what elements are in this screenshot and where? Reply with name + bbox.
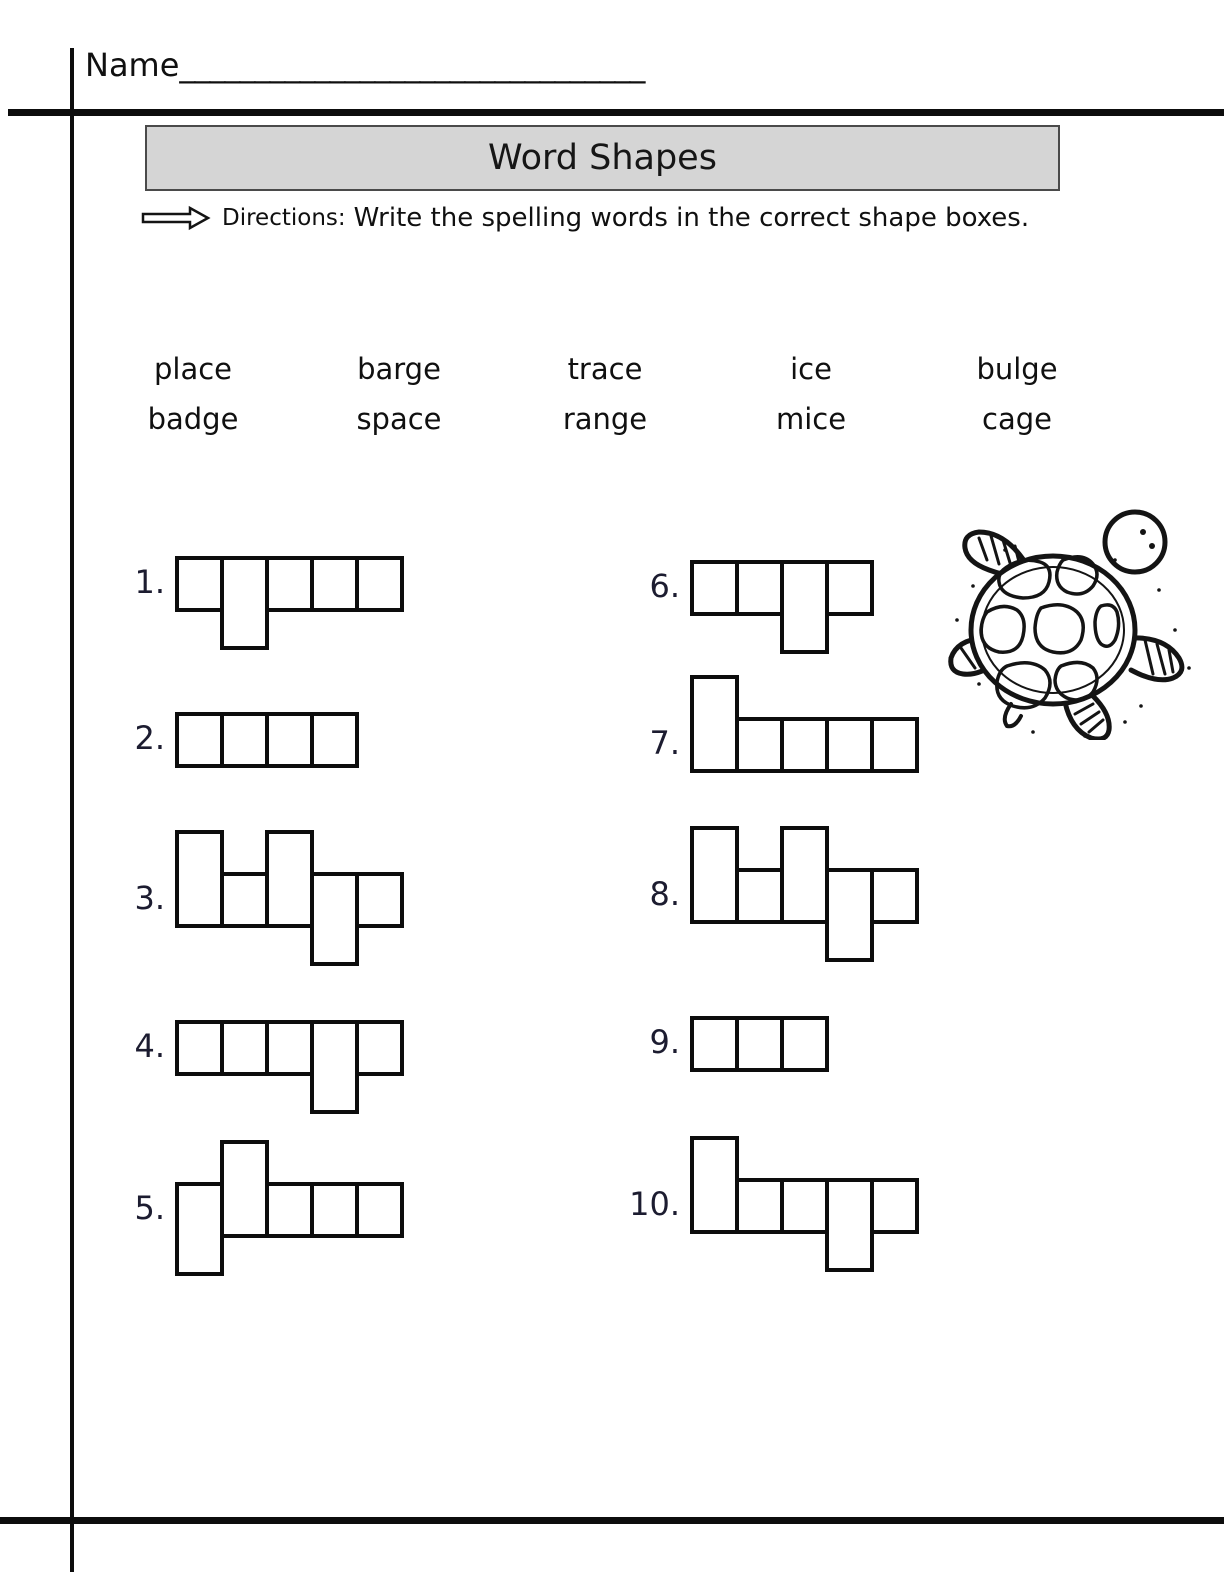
shape-cell-x[interactable] [220, 712, 269, 768]
shape-cell-x[interactable] [355, 1182, 404, 1238]
shape-cell-x[interactable] [265, 556, 314, 612]
word-list [90, 352, 1120, 436]
shape-cell-x[interactable] [265, 712, 314, 768]
shape-number: 7. [649, 724, 680, 762]
shape-number: 5. [134, 1189, 165, 1227]
shape-cell-tall[interactable] [690, 1136, 739, 1234]
shape-number: 10. [629, 1185, 680, 1223]
shape-cell-tall[interactable] [220, 1140, 269, 1238]
shape-cell-desc[interactable] [310, 1020, 359, 1114]
bottom-border-line [0, 1517, 1224, 1524]
word-shape-2 [134, 670, 359, 810]
word-shape-6 [649, 518, 874, 658]
shape-cell-x[interactable] [355, 1020, 404, 1076]
directions-label: Directions: [222, 205, 346, 231]
shape-cell-x[interactable] [825, 560, 874, 616]
shape-cell-x[interactable] [175, 1020, 224, 1076]
shape-number: 6. [649, 567, 680, 605]
spelling-word: bulge [976, 352, 1058, 386]
shape-cell-x[interactable] [310, 556, 359, 612]
shape-cell-x[interactable] [265, 1182, 314, 1238]
page-title: Word Shapes [488, 138, 717, 178]
shape-cell-desc[interactable] [825, 868, 874, 962]
shape-cell-x[interactable] [265, 1020, 314, 1076]
left-margin-line [70, 48, 74, 1572]
shape-cell-x[interactable] [780, 1178, 829, 1234]
word-shape-4 [134, 978, 404, 1118]
shape-cell-tall[interactable] [780, 826, 829, 924]
spelling-word: barge [357, 352, 441, 386]
shape-cell-x[interactable] [780, 1016, 829, 1072]
spelling-word: range [562, 402, 648, 436]
shape-cell-x[interactable] [870, 868, 919, 924]
shape-cell-x[interactable] [220, 1020, 269, 1076]
shape-cell-x[interactable] [355, 872, 404, 928]
shape-cell-x[interactable] [690, 1016, 739, 1072]
spelling-word: trace [567, 352, 643, 386]
shape-cell-desc[interactable] [825, 1178, 874, 1272]
directions-row [140, 203, 1029, 233]
shape-cell-x[interactable] [220, 872, 269, 928]
spelling-word: mice [775, 402, 847, 436]
word-shape-7 [649, 675, 919, 815]
shape-cell-desc[interactable] [175, 1182, 224, 1276]
shape-number: 8. [649, 875, 680, 913]
shape-cell-x[interactable] [175, 712, 224, 768]
name-row [85, 46, 644, 84]
shape-cell-tall[interactable] [265, 830, 314, 928]
shape-cell-x[interactable] [780, 717, 829, 773]
shape-number: 1. [134, 563, 165, 601]
shape-cell-x[interactable] [310, 712, 359, 768]
spelling-word: place [153, 352, 233, 386]
shape-number: 2. [134, 719, 165, 757]
word-shape-8 [649, 826, 919, 966]
shape-number: 4. [134, 1027, 165, 1065]
shape-cell-x[interactable] [825, 717, 874, 773]
shape-cell-x[interactable] [735, 1016, 784, 1072]
name-blank-line[interactable]: _______________________________ [179, 46, 645, 84]
shape-cell-x[interactable] [735, 868, 784, 924]
spelling-word: cage [982, 402, 1052, 436]
word-shape-3 [134, 830, 404, 970]
shape-cell-desc[interactable] [310, 872, 359, 966]
shape-number: 9. [649, 1023, 680, 1061]
word-shape-1 [134, 514, 404, 654]
shape-cell-x[interactable] [355, 556, 404, 612]
shape-cell-x[interactable] [690, 560, 739, 616]
word-shape-10 [629, 1136, 919, 1276]
shape-cell-x[interactable] [175, 556, 224, 612]
top-border-line [8, 109, 1224, 116]
directions-text: Write the spelling words in the correct shape boxes. [353, 203, 1030, 233]
shape-cell-x[interactable] [735, 1178, 784, 1234]
shape-number: 3. [134, 879, 165, 917]
shape-cell-desc[interactable] [220, 556, 269, 650]
shape-cell-tall[interactable] [690, 826, 739, 924]
arrow-right-icon [140, 204, 212, 232]
word-shape-5 [134, 1140, 404, 1280]
shape-cell-tall[interactable] [690, 675, 739, 773]
shape-cell-tall[interactable] [175, 830, 224, 928]
shape-cell-x[interactable] [735, 560, 784, 616]
shape-cell-x[interactable] [870, 1178, 919, 1234]
spelling-word: space [356, 402, 442, 436]
shape-cell-desc[interactable] [780, 560, 829, 654]
sea-turtle-illustration [945, 490, 1195, 740]
name-label: Name [85, 46, 180, 84]
worksheet-title-banner [145, 125, 1060, 191]
word-shape-9 [649, 974, 829, 1114]
shape-cell-x[interactable] [870, 717, 919, 773]
spelling-word: badge [147, 402, 239, 436]
shape-cell-x[interactable] [735, 717, 784, 773]
shape-cell-x[interactable] [310, 1182, 359, 1238]
spelling-word: ice [790, 352, 832, 386]
